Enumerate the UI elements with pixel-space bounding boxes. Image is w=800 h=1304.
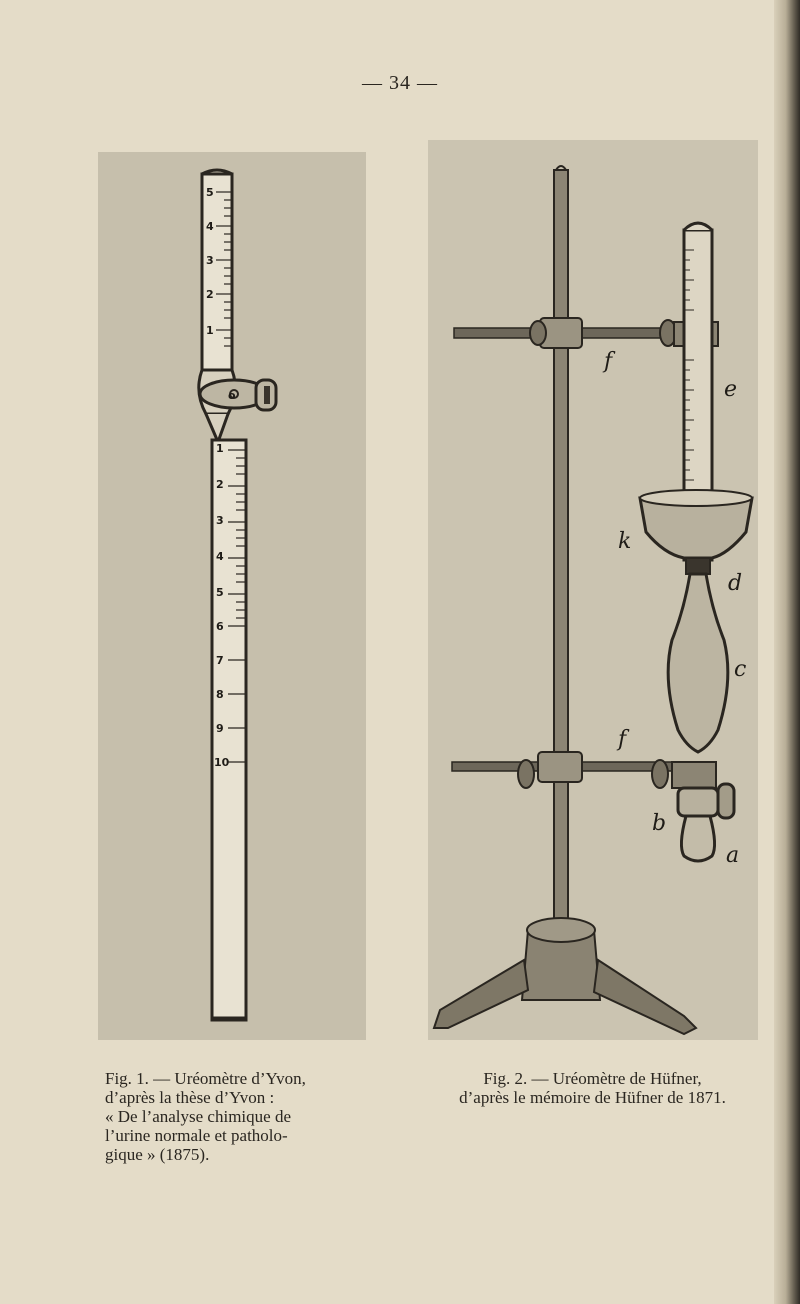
figure-1-plate [98, 152, 366, 1040]
figure-2-caption [420, 1069, 765, 1107]
stopcock-handle [718, 784, 734, 818]
lower-scale-label-10: 10 [214, 756, 230, 769]
figure-1-caption-line: l’urine normale et patholo- [105, 1126, 288, 1145]
bottom-reservoir [681, 816, 714, 861]
lower-clamp-boss [538, 752, 582, 782]
part-label-c: c [734, 657, 747, 682]
part-label-b: b [652, 811, 667, 836]
stand-rod [554, 170, 568, 930]
upper-scale-label-2: 2 [206, 288, 214, 301]
part-label-f-upper: f [604, 349, 613, 374]
lower-scale-label-4: 4 [216, 550, 224, 563]
part-label-d: d [728, 571, 743, 596]
stand-leg-right [594, 960, 696, 1034]
figure-2-caption-line: Fig. 2. — Uréomètre de Hüfner, [483, 1069, 702, 1088]
lower-scale-label-2: 2 [216, 478, 224, 491]
part-label-k: k [618, 529, 632, 554]
glass-bulb [668, 574, 728, 752]
figure-1-caption-line: d’après la thèse d’Yvon : [105, 1088, 275, 1107]
figure-1-caption-line: gique » (1875). [105, 1145, 210, 1164]
lower-scale-label-7: 7 [216, 654, 224, 667]
hufner-ureometer-illustration [428, 140, 758, 1040]
figure-1-caption [105, 1069, 375, 1164]
lower-scale-label-1: 1 [216, 442, 224, 455]
page-binding-edge [774, 0, 800, 1304]
tube-junction [686, 558, 710, 574]
stand-leg-left [434, 960, 528, 1028]
figure-2-caption-line: d’après le mémoire de Hüfner de 1871. [459, 1088, 726, 1107]
upper-scale-label-4: 4 [206, 220, 214, 233]
figure-1-caption-line: « De l’analyse chimique de [105, 1107, 291, 1126]
figure-1-caption-line: Fig. 1. — Uréomètre d’Yvon, [105, 1069, 306, 1088]
part-label-f-lower: f [618, 727, 627, 752]
lower-scale-label-8: 8 [216, 688, 224, 701]
upper-scale-label-1: 1 [206, 324, 214, 337]
lower-scale-label-6: 6 [216, 620, 224, 633]
lower-scale-label-9: 9 [216, 722, 224, 735]
yvon-ureometer-illustration [98, 152, 366, 1040]
stopcock-mark: o [228, 389, 236, 402]
part-label-a: a [726, 843, 740, 868]
figure-2-plate [428, 140, 758, 1040]
upper-scale-label-5: 5 [206, 186, 214, 199]
lower-scale-label-3: 3 [216, 514, 224, 527]
stopcock-body [678, 788, 718, 816]
upper-tube [202, 174, 232, 370]
page-number: — 34 — [362, 72, 438, 94]
lower-scale-label-5: 5 [216, 586, 224, 599]
part-label-e: e [724, 377, 738, 402]
upper-scale-label-3: 3 [206, 254, 214, 267]
